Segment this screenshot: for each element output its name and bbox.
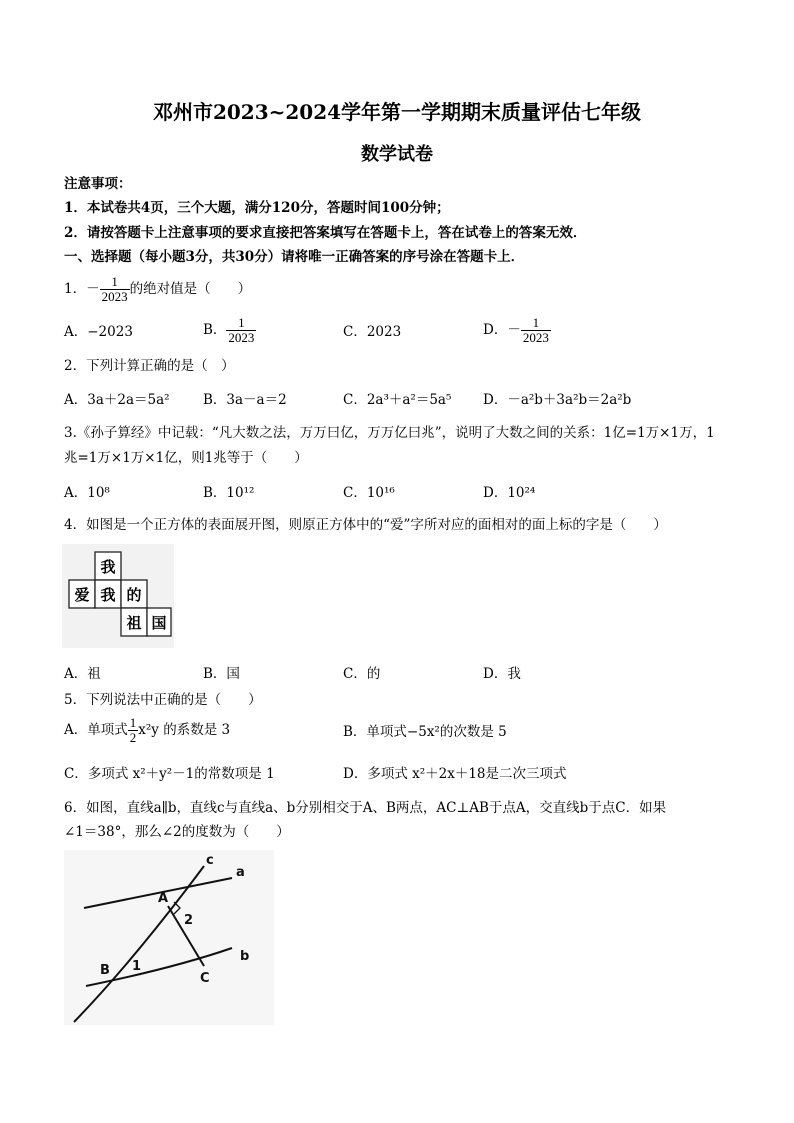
q5-option-d: D．多项式 x²＋2x＋18是二次三项式 (343, 766, 567, 782)
q5-a-suffix: x²y 的系数是 3 (138, 722, 231, 738)
q1-d-label: D．－ (483, 322, 521, 338)
q1-b-fraction (226, 316, 256, 345)
question-1 (64, 275, 251, 304)
q2-option-b: B．3a－a＝2 (203, 392, 287, 408)
q1-b-den: 2023 (228, 330, 255, 345)
label-point-a: A (158, 891, 169, 906)
question-2: 2．下列计算正确的是（ ） (64, 358, 235, 374)
notice-heading: 注意事项： (64, 176, 132, 192)
question-6-line-1: 6．如图，直线a∥b，直线c与直线a、b分别相交于A、B两点，AC⊥AB于点A，交直线b于点C．如果 (64, 800, 667, 816)
q2-option-c: C．2a³＋a²＝5a⁵ (343, 392, 452, 408)
q1-option-a: A．−2023 (64, 324, 133, 340)
question-3-line-2: 兆=1万×1万×1亿，则1兆等于（ ） (64, 450, 308, 466)
label-angle-2: 2 (184, 913, 194, 928)
q4-option-c: C．的 (343, 666, 381, 682)
q1-b-label: B． (203, 322, 227, 338)
question-5: 5．下列说法中正确的是（ ） (64, 692, 262, 708)
q1-d-fraction (521, 316, 551, 345)
q1-d-den: 2023 (522, 330, 549, 345)
q4-option-b: B．国 (203, 666, 240, 682)
q1-d-num: 1 (532, 315, 540, 330)
q5-option-b: B．单项式−5x²的次数是 5 (343, 724, 507, 740)
notice-item-1: 1．本试卷共4页，三个大题，满分120分，答题时间100分钟； (64, 200, 450, 216)
q3-option-c: C．10¹⁶ (343, 485, 395, 501)
label-angle-1: 1 (132, 959, 142, 974)
q3-option-a: A．10⁸ (64, 485, 110, 501)
notice-item-2: 2．请按答题卡上注意事项的要求直接把答案填写在答题卡上，答在试卷上的答案无效． (64, 225, 587, 241)
section-1-heading: 一、选择题（每小题3分，共30分）请将唯一正确答案的序号涂在答题卡上． (64, 249, 525, 265)
net-label-3: 我 (100, 586, 116, 604)
net-label-4: 的 (126, 586, 142, 604)
cube-net-figure (62, 544, 174, 648)
net-label-2: 爱 (74, 586, 90, 604)
q2-option-d: D．－a²b＋3a²b＝2a²b (483, 392, 632, 408)
label-c: c (206, 853, 214, 868)
net-label-6: 国 (151, 614, 167, 632)
q5-option-c: C．多项式 x²＋y²－1的常数项是 1 (64, 766, 275, 782)
q3-option-b: B．10¹² (203, 485, 255, 501)
q1-suffix: 的绝对值是（ ） (129, 281, 252, 297)
q1-option-c: C．2023 (343, 324, 402, 340)
q5-option-a (64, 716, 230, 745)
q4-option-a: A．祖 (64, 666, 101, 682)
q1-option-d (483, 316, 551, 345)
q2-option-a: A．3a＋2a＝5a² (64, 392, 170, 408)
q5-a-num: 1 (129, 715, 137, 730)
q3-option-d: D．10²⁴ (483, 485, 536, 501)
q1-b-num: 1 (238, 315, 245, 330)
parallel-lines-figure (64, 850, 274, 1025)
q5-a-fraction (128, 716, 139, 745)
exam-title: 邓州市2023~2024学年第一学期期末质量评估七年级 (152, 100, 642, 124)
q1-option-b (203, 316, 256, 345)
question-4: 4．如图是一个正方体的表面展开图，则原正方体中的“爱”字所对应的面相对的面上标的字是（ ） (64, 517, 667, 533)
label-point-c: C (200, 971, 210, 986)
q1-frac-den: 2023 (101, 289, 128, 304)
label-point-b: B (100, 963, 110, 978)
q5-a-prefix: A．单项式 (64, 722, 128, 738)
q1-frac-num: 1 (111, 274, 118, 289)
net-label-5: 祖 (126, 614, 142, 632)
exam-subtitle: 数学试卷 (361, 144, 433, 165)
label-a: a (236, 865, 245, 880)
question-3-line-1: 3.《孙子算经》中记载：“凡大数之法，万万曰亿，万万亿曰兆”，说明了大数之间的关系：1亿=1万×1万，1 (64, 425, 715, 441)
net-label-1: 我 (100, 558, 116, 576)
q4-option-d: D．我 (483, 666, 521, 682)
q1-fraction (100, 275, 130, 304)
q1-prefix: 1．－ (64, 281, 100, 297)
question-6-line-2: ∠1＝38°，那么∠2的度数为（ ） (64, 824, 290, 840)
q5-a-den: 2 (129, 730, 137, 745)
label-b: b (240, 949, 250, 964)
